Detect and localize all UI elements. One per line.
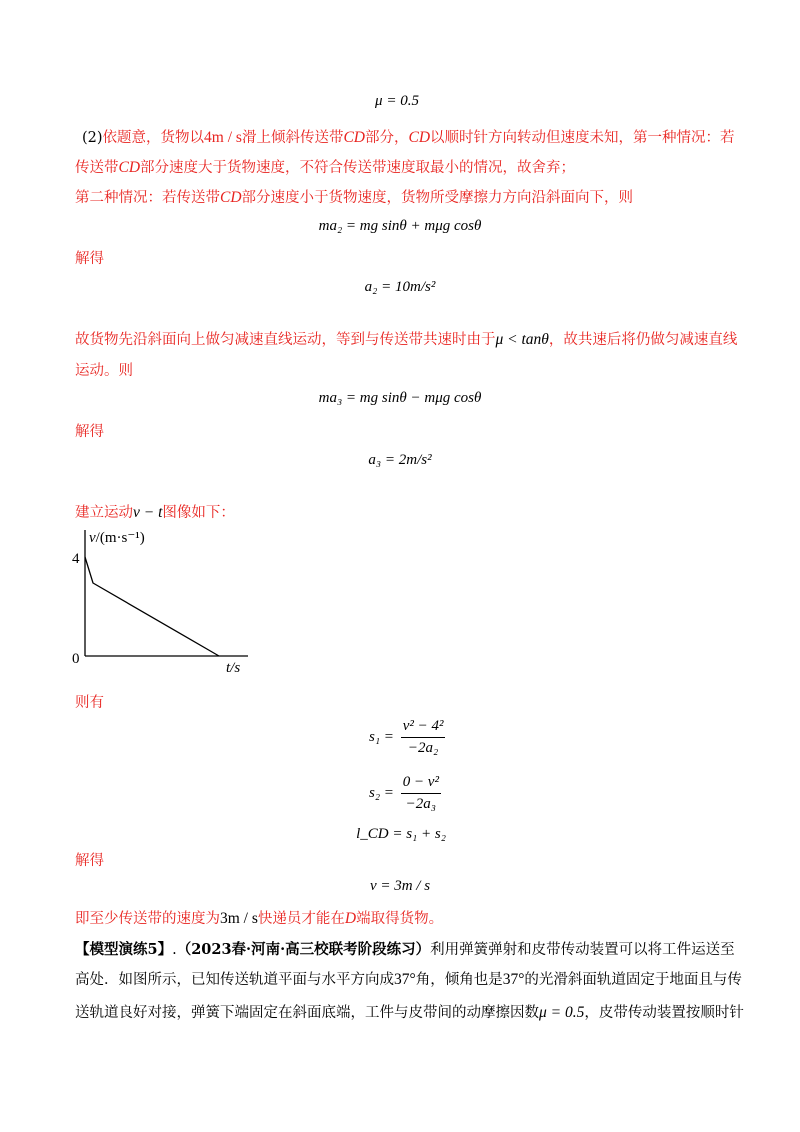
s2-lhs: s₂ = <box>369 784 394 801</box>
s2-denominator: −2a₃ <box>405 796 436 812</box>
x-axis-label: t/s <box>226 660 241 676</box>
origin-label: 0 <box>72 651 80 667</box>
text-span: 图像如下： <box>162 505 235 521</box>
text-span: 建立运动 <box>75 505 133 521</box>
s1-denominator: −2a₂ <box>407 740 439 756</box>
equation-mu: μ = 0.5 <box>375 93 419 109</box>
equation-a3: a₃ = 2m/s² <box>368 452 432 468</box>
speed-value: 4m / s <box>204 129 242 146</box>
vt-graph <box>68 526 258 676</box>
paragraph-2-line-2 <box>75 158 575 178</box>
y-axis-label: v/(m·s⁻¹) <box>89 530 145 546</box>
equation-ma3: ma₃ = mg sinθ − mμg cosθ <box>318 390 482 406</box>
text-span: 滑上倾斜传送带 <box>241 130 344 146</box>
angle-value: 37° <box>394 971 416 988</box>
exercise-source: （2023春·河南·高三校联考阶段练习） <box>176 941 431 958</box>
text-span: 的光滑斜面轨道固定于地面且与传 <box>524 972 742 988</box>
text-span: 即至少传送带的速度为 <box>75 911 220 927</box>
text-span: 第二种情况：若传送带 <box>75 190 220 206</box>
label-cd: CD <box>408 129 431 146</box>
label-cd: CD <box>220 189 242 206</box>
paragraph-3-line-2: 运动。则 <box>75 363 133 379</box>
s1-lhs: s₁ = <box>369 728 394 745</box>
text-span: 快递员才能在 <box>257 911 345 927</box>
s2-numerator: 0 − v² <box>401 774 441 794</box>
model-exercise-line-2 <box>75 970 742 990</box>
text-span: 利用弹簧弹射和皮带传动装置可以将工件运送至 <box>430 942 735 958</box>
equation-a2: a₂ = 10m/s² <box>364 279 436 295</box>
y-tick-4: 4 <box>72 551 80 567</box>
text-span: 端取得货物。 <box>356 911 444 927</box>
label-cd: CD <box>343 129 365 146</box>
equation-s2 <box>369 774 441 813</box>
text-span: 角，倾角也是 <box>415 972 503 988</box>
text-span: 部分速度大于货物速度，不符合传送带速度取最小的情况，故舍弃； <box>140 160 576 176</box>
angle-value: 37° <box>502 971 525 988</box>
equation-s1 <box>369 718 445 757</box>
text-span: ，故共速后将仍做匀减速直线 <box>548 332 738 348</box>
exercise-tag: 【模型演练5】 <box>75 941 173 958</box>
label-jiede: 解得 <box>75 853 104 869</box>
text-span: 依题意，货物以 <box>102 130 205 146</box>
label-cd: CD <box>118 159 141 176</box>
vt-intro <box>75 503 235 523</box>
velocity-line <box>85 557 219 656</box>
condition-mu-tan: μ < tanθ <box>495 331 549 348</box>
model-exercise-line-1 <box>75 940 735 960</box>
paragraph-2-line-1 <box>82 128 735 148</box>
paragraph-2-line-3 <box>75 188 633 208</box>
friction-coefficient: μ = 0.5 <box>539 1004 585 1021</box>
text-span: 部分， <box>365 130 409 146</box>
label-jiede: 解得 <box>75 251 104 267</box>
equation-lcd: l_CD = s₁ + s₂ <box>356 826 446 842</box>
text-span: . <box>172 942 177 958</box>
equation-ma2: ma₂ = mg sinθ + mμg cosθ <box>318 218 482 234</box>
paragraph-3-line-1 <box>75 330 737 350</box>
speed-value: 3m / s <box>220 910 258 927</box>
model-exercise-line-3 <box>75 1003 744 1023</box>
label-jiede: 解得 <box>75 424 104 440</box>
text-span: 故货物先沿斜面向上做匀减速直线运动，等到与传送带共速时由于 <box>75 332 496 348</box>
label-zeyou: 则有 <box>75 695 104 711</box>
final-sentence <box>75 909 443 929</box>
text-span: 部分速度小于货物速度，货物所受摩擦力方向沿斜面向下，则 <box>241 190 634 206</box>
vt-symbol: v − t <box>133 504 163 521</box>
text-span: 高处．如图所示，已知传送轨道平面与水平方向成 <box>75 972 394 988</box>
label-d: D <box>344 910 357 927</box>
text-span: ，皮带传动装置按顺时针 <box>584 1005 744 1021</box>
text-span: 送轨道良好对接，弹簧下端固定在斜面底端，工件与皮带间的动摩擦因数 <box>75 1005 539 1021</box>
equation-v: v = 3m / s <box>369 878 431 894</box>
part-number: (2) <box>82 130 103 146</box>
s1-numerator: v² − 4² <box>401 718 446 738</box>
text-span: 以顺时针方向转动但速度未知，第一种情况：若 <box>430 130 735 146</box>
text-span: 传送带 <box>75 160 119 176</box>
